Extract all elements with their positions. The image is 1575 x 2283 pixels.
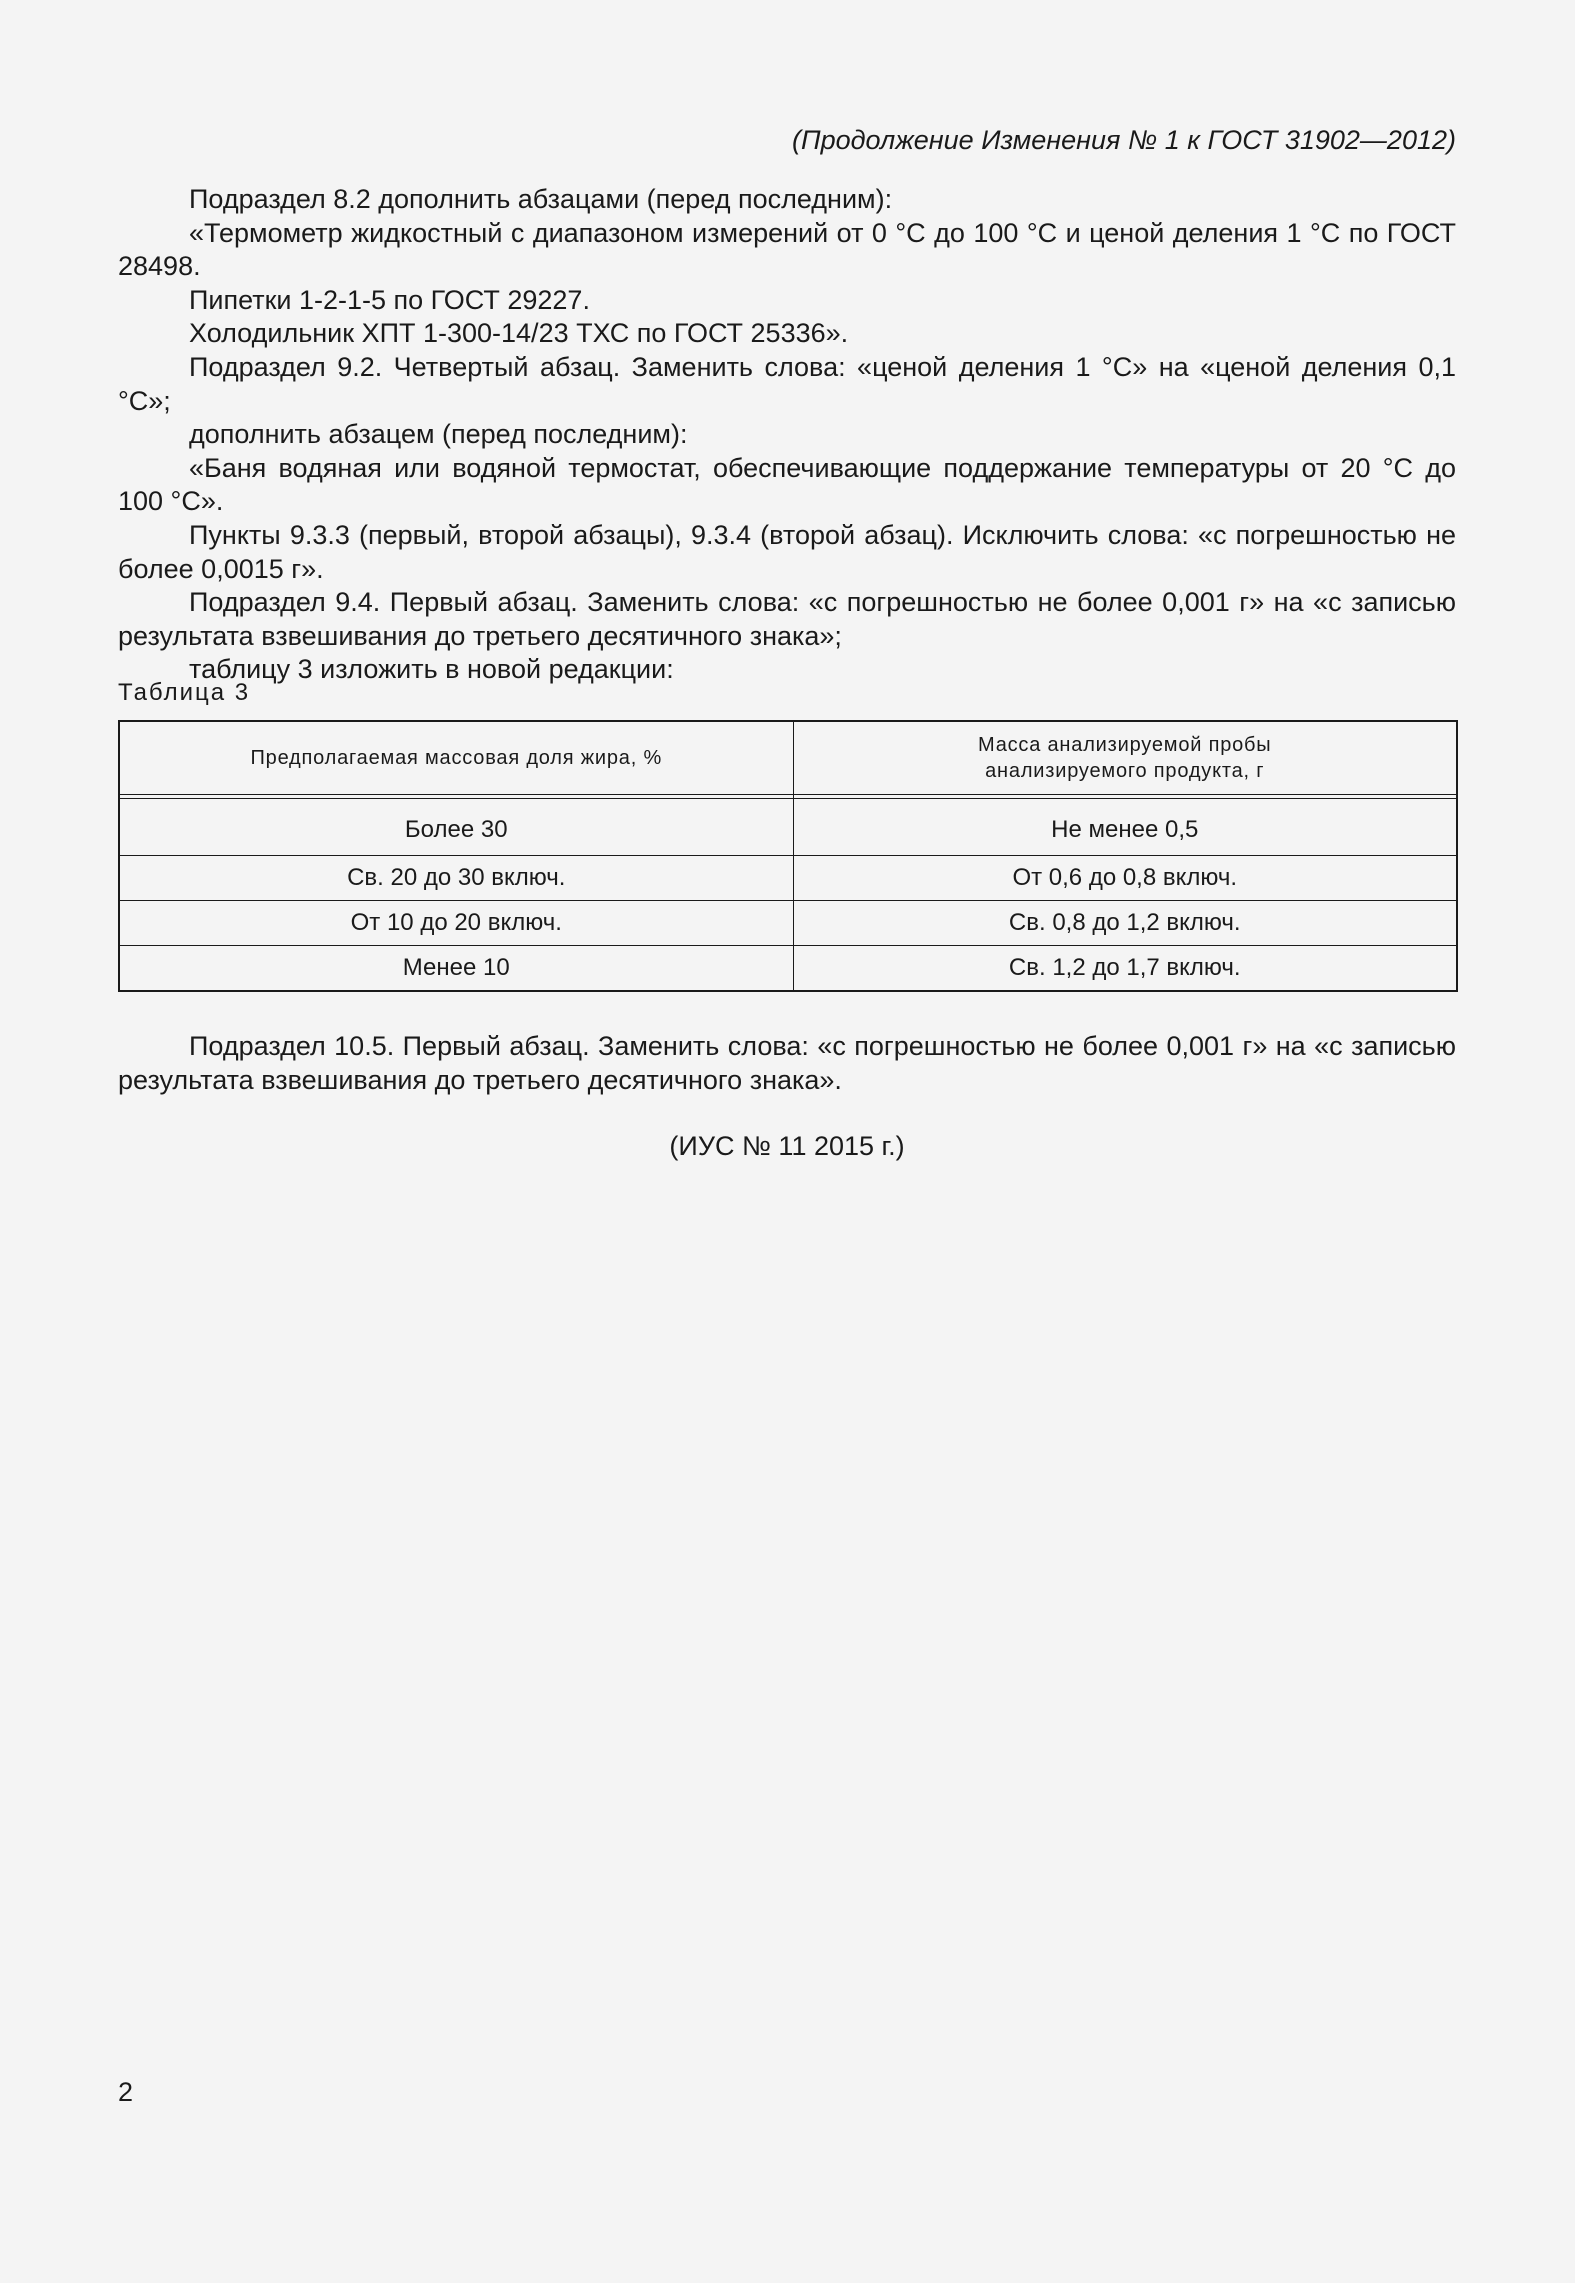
paragraph: Подраздел 10.5. Первый абзац. Заменить слова: «с погрешностью не более 0,001 г» на «с записью результата взвешивания до третьего десятичного знака».: [118, 1031, 1456, 1095]
paragraph: таблицу 3 изложить в новой редакции:: [189, 654, 674, 685]
table-header-sample-mass: [793, 721, 1457, 795]
paragraph: Пипетки 1-2-1-5 по ГОСТ 29227.: [189, 284, 590, 315]
table-row: [119, 901, 1457, 946]
body-text: [118, 183, 1456, 687]
table-cell-fat-share: От 10 до 20 включ.: [119, 901, 793, 946]
page-number: 2: [118, 2077, 134, 2107]
table-caption: Таблица 3: [118, 679, 251, 706]
table-cell-fat-share: Св. 20 до 30 включ.: [119, 856, 793, 901]
table-header-line: анализируемого продукта, г: [985, 760, 1265, 782]
table-row: [119, 856, 1457, 901]
table-header-row: [119, 721, 1457, 795]
table-header-fat-share: Предполагаемая массовая доля жира, %: [119, 721, 793, 795]
table-header-line: Масса анализируемой пробы: [978, 734, 1272, 756]
table-cell-sample-mass: Не менее 0,5: [793, 799, 1457, 856]
table-row: [119, 799, 1457, 856]
after-table-text: [118, 1030, 1456, 1097]
paragraph: Подраздел 9.2. Четвертый абзац. Заменить слова: «ценой деления 1 °С» на «ценой деления 0,1 °С»;: [118, 351, 1456, 416]
table-cell-sample-mass: Св. 1,2 до 1,7 включ.: [793, 946, 1457, 992]
paragraph: Пункты 9.3.3 (первый, второй абзацы), 9.3.4 (второй абзац). Исключить слова: «с погрешностью не более 0,0015 г».: [118, 519, 1456, 584]
running-head: (Продолжение Изменения № 1 к ГОСТ 31902—2012): [792, 125, 1456, 155]
data-table: [118, 720, 1458, 992]
table-cell-fat-share: Менее 10: [119, 946, 793, 992]
paragraph: Подраздел 8.2 дополнить абзацами (перед последним):: [189, 184, 893, 214]
ius-reference: (ИУС № 11 2015 г.): [669, 1131, 905, 1161]
paragraph: Подраздел 9.4. Первый абзац. Заменить слова: «с погрешностью не более 0,001 г» на «с записью результата взвешивания до третьего десятичного знака»;: [118, 587, 1456, 651]
table-cell-fat-share: Более 30: [119, 799, 793, 856]
table-row: [119, 946, 1457, 992]
paragraph: дополнить абзацем (перед последним):: [189, 419, 688, 450]
paragraph: «Термометр жидкостный с диапазоном измерений от 0 °С до 100 °С и ценой деления 1 °С по ГОСТ 28498.: [118, 217, 1456, 282]
table-cell-sample-mass: От 0,6 до 0,8 включ.: [793, 856, 1457, 901]
paragraph: Холодильник ХПТ 1-300-14/23 ТХС по ГОСТ 25336».: [189, 318, 849, 349]
table-cell-sample-mass: Св. 0,8 до 1,2 включ.: [793, 901, 1457, 946]
paragraph: «Баня водяная или водяной термостат, обеспечивающие поддержание температуры от 20 °С до 100 °С».: [118, 452, 1456, 517]
document-page: [118, 0, 1456, 2283]
